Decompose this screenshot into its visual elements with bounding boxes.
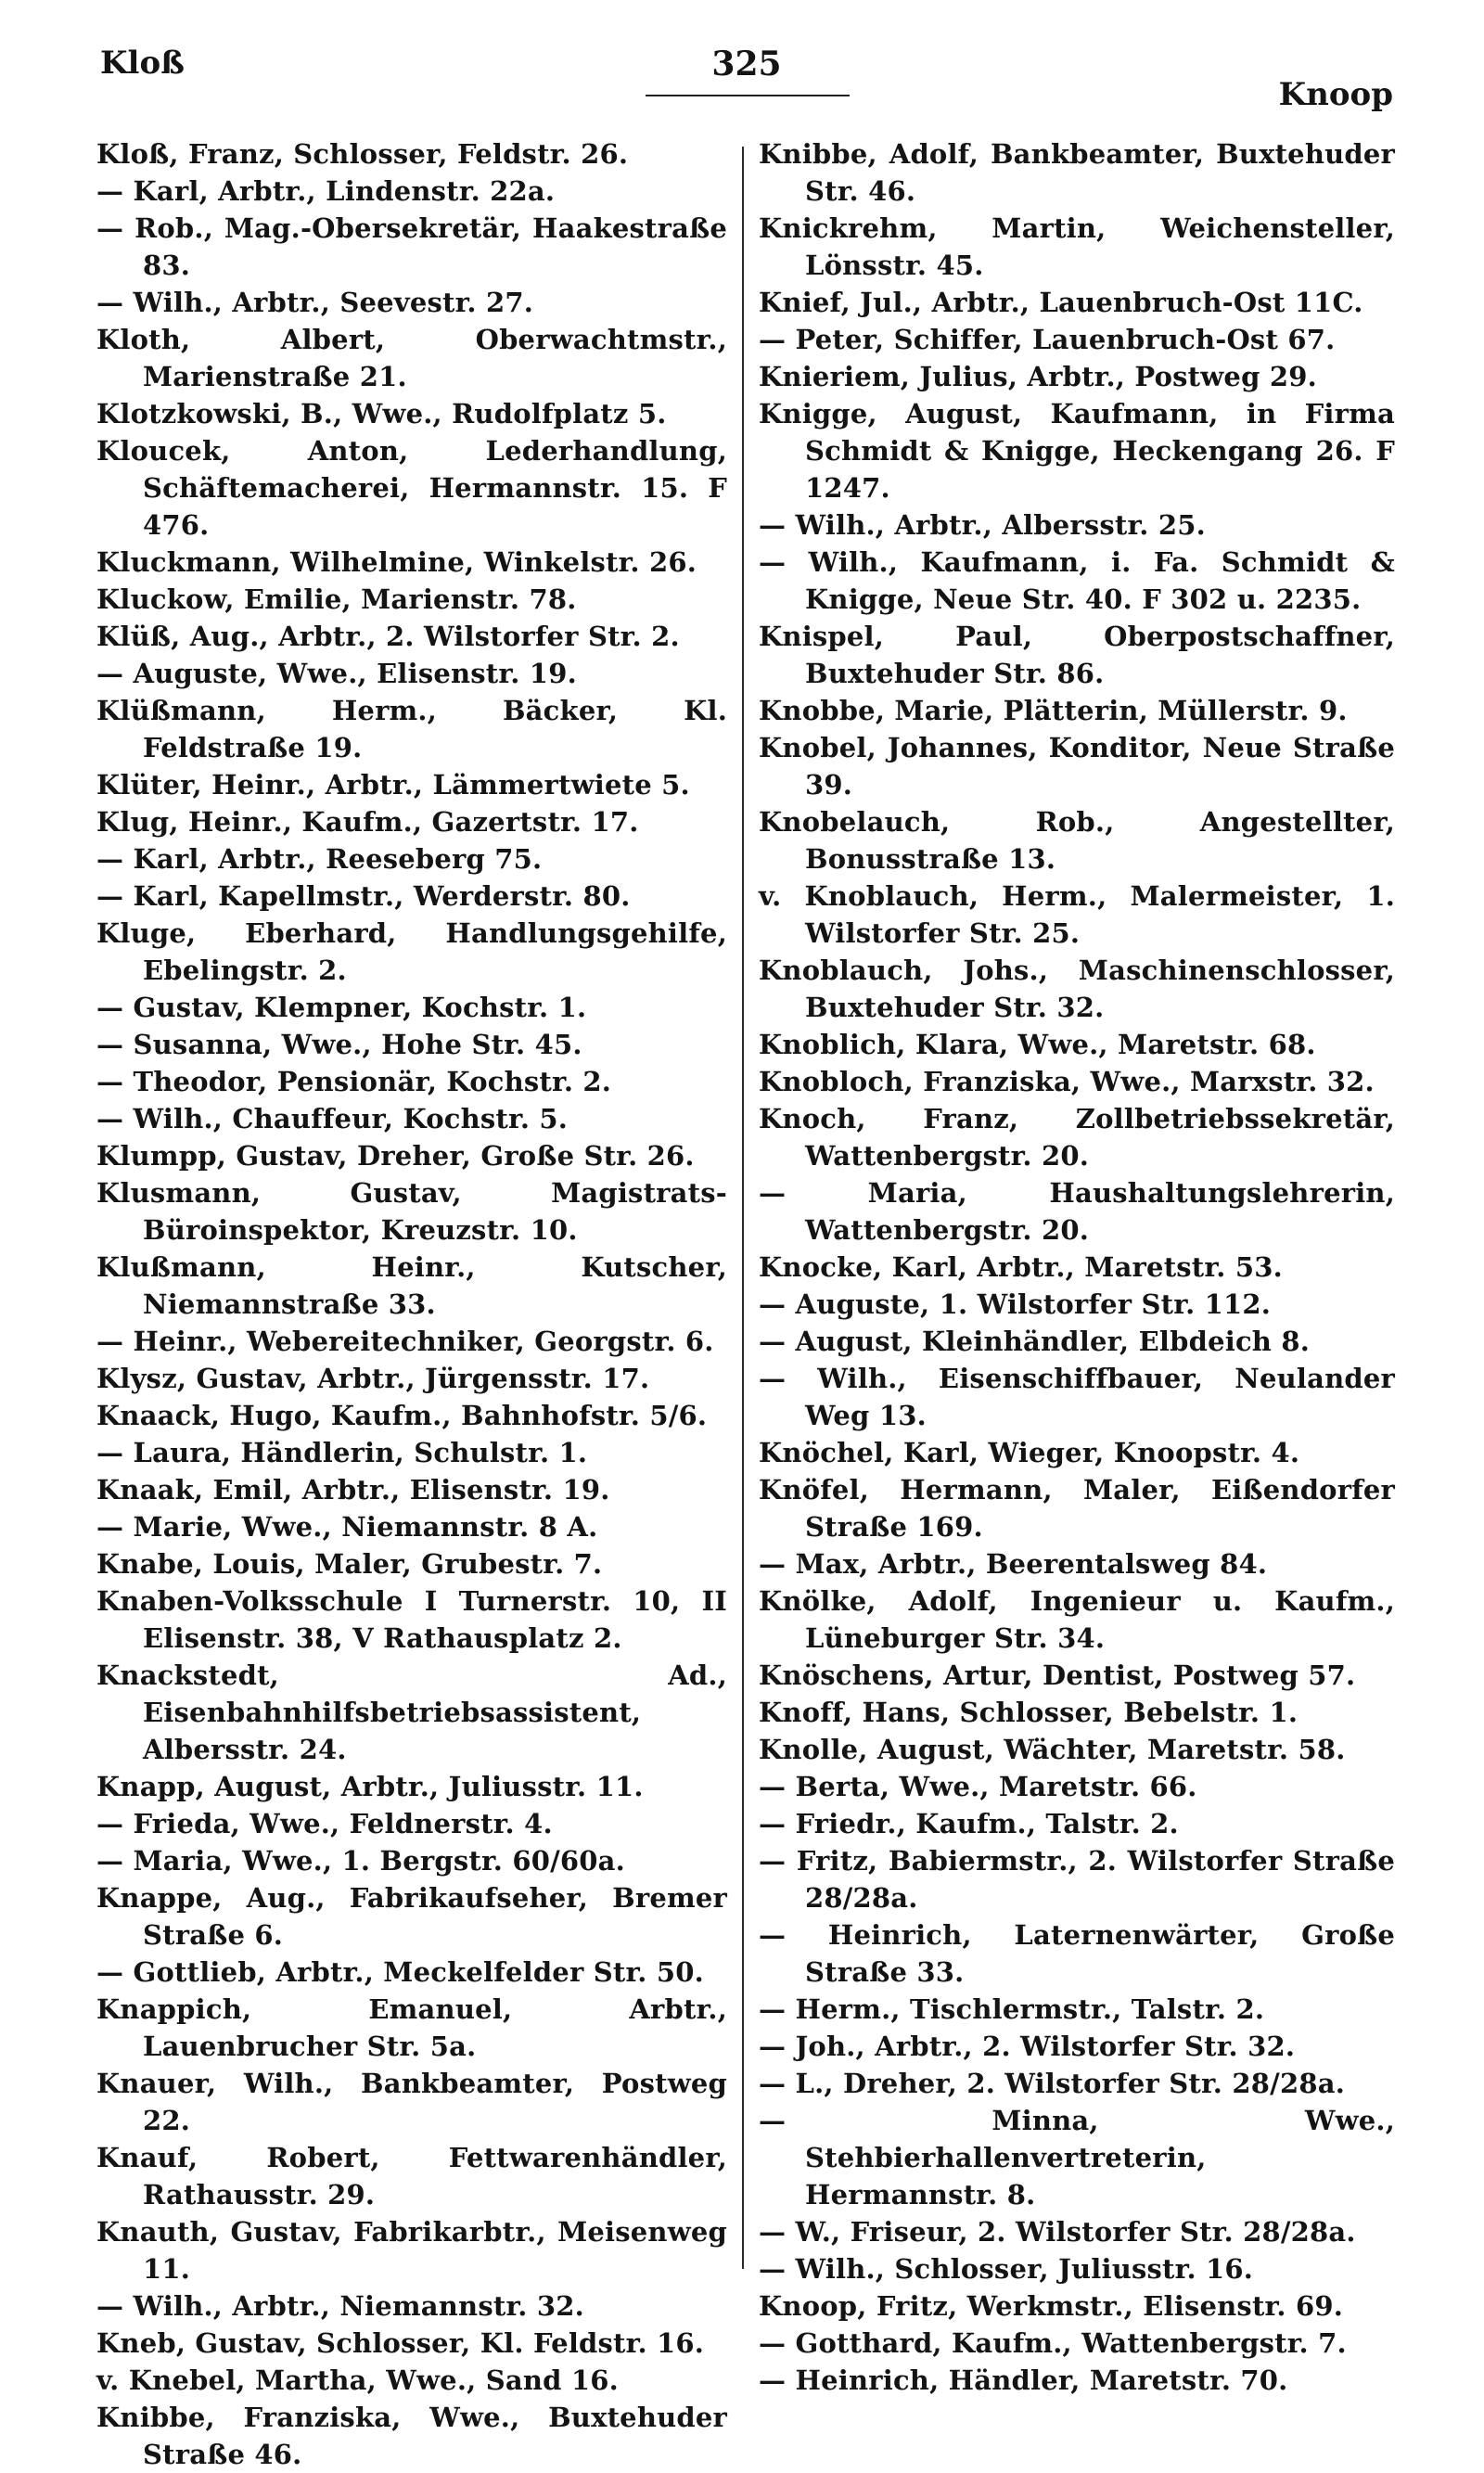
directory-entry: — Susanna, Wwe., Hohe Str. 45. xyxy=(96,1029,582,1060)
directory-entry: — Gustav, Klempner, Kochstr. 1. xyxy=(96,992,587,1023)
directory-entry: Knobloch, Franziska, Wwe., Marxstr. 32. xyxy=(759,1066,1375,1097)
directory-entry: — Max, Arbtr., Beerentalsweg 84. xyxy=(759,1548,1268,1580)
directory-entry: — Herm., Tischlermstr., Talstr. 2. xyxy=(759,1993,1265,2025)
directory-entry: — Theodor, Pensionär, Kochstr. 2. xyxy=(96,1066,612,1097)
directory-entry: — Wilh., Kaufmann, i. Fa. Schmidt & Knigge, Neue Str. 40. F 302 u. 2235. xyxy=(759,546,1395,615)
directory-entry: Knibbe, Adolf, Bankbeamter, Buxtehuder Str. 46. xyxy=(759,138,1395,207)
directory-entry: Knobbe, Marie, Plätterin, Müllerstr. 9. xyxy=(759,695,1348,726)
directory-entry: Klotzkowski, B., Wwe., Rudolfplatz 5. xyxy=(96,398,667,429)
directory-entry: — Friedr., Kaufm., Talstr. 2. xyxy=(759,1808,1179,1839)
directory-entry: — Karl, Arbtr., Reeseberg 75. xyxy=(96,843,543,875)
directory-entry: Kluge, Eberhard, Handlungsgehilfe, Ebelingstr. 2. xyxy=(96,917,727,986)
directory-entry: Knappe, Aug., Fabrikaufseher, Bremer Straße 6. xyxy=(96,1882,727,1951)
directory-entry: — August, Kleinhändler, Elbdeich 8. xyxy=(759,1326,1311,1357)
directory-entry: Knapp, August, Arbtr., Juliusstr. 11. xyxy=(96,1771,644,1802)
directory-entry: — Rob., Mag.-Obersekretär, Haakestraße 83. xyxy=(96,212,727,281)
directory-entry: v. Knoblauch, Herm., Malermeister, 1. Wilstorfer Str. 25. xyxy=(759,880,1395,949)
directory-entry: Knoff, Hans, Schlosser, Bebelstr. 1. xyxy=(759,1697,1298,1728)
directory-entry: Klußmann, Heinr., Kutscher, Niemannstraße 33. xyxy=(96,1251,727,1320)
directory-entry: Knoblich, Klara, Wwe., Maretstr. 68. xyxy=(759,1029,1316,1060)
directory-entry: Knauf, Robert, Fettwarenhändler, Rathausstr. 29. xyxy=(96,2142,727,2210)
directory-entry: Kloucek, Anton, Lederhandlung, Schäftemacherei, Hermannstr. 15. F 476. xyxy=(96,435,727,541)
directory-entry: — Maria, Haushaltungslehrerin, Wattenbergstr. 20. xyxy=(759,1177,1395,1246)
directory-entry: Knaak, Emil, Arbtr., Elisenstr. 19. xyxy=(96,1474,610,1506)
directory-entry: Klumpp, Gustav, Dreher, Große Str. 26. xyxy=(96,1140,695,1172)
directory-entry: — Karl, Arbtr., Lindenstr. 22a. xyxy=(96,175,556,207)
directory-entry: — Peter, Schiffer, Lauenbruch-Ost 67. xyxy=(759,324,1336,355)
column-divider xyxy=(742,147,744,2269)
directory-entry: Kneb, Gustav, Schlosser, Kl. Feldstr. 16. xyxy=(96,2327,705,2359)
directory-entry: Klüßmann, Herm., Bäcker, Kl. Feldstraße 19. xyxy=(96,695,727,763)
directory-entry: — Heinrich, Laternenwärter, Große Straße 33. xyxy=(759,1919,1395,1988)
directory-entry: — Frieda, Wwe., Feldnerstr. 4. xyxy=(96,1808,553,1839)
directory-entry: Knappich, Emanuel, Arbtr., Lauenbrucher Str. 5a. xyxy=(96,1993,727,2062)
directory-entry: — Heinrich, Händler, Maretstr. 70. xyxy=(759,2364,1288,2396)
directory-entry: — L., Dreher, 2. Wilstorfer Str. 28/28a. xyxy=(759,2068,1345,2099)
left-column xyxy=(96,135,727,2470)
directory-entry: Klusmann, Gustav, Magistrats-Büroinspektor, Kreuzstr. 10. xyxy=(96,1177,727,1246)
running-header xyxy=(100,45,1393,113)
directory-entry: Knieriem, Julius, Arbtr., Postweg 29. xyxy=(759,361,1317,392)
directory-entry: — Auguste, 1. Wilstorfer Str. 112. xyxy=(759,1288,1272,1320)
directory-entry: Knauth, Gustav, Fabrikarbtr., Meisenweg 11. xyxy=(96,2216,727,2285)
page-number: 325 xyxy=(711,45,782,83)
directory-entry: — Wilh., Chauffeur, Kochstr. 5. xyxy=(96,1103,569,1134)
directory-entry: Knobelauch, Rob., Angestellter, Bonusstraße 13. xyxy=(759,806,1395,875)
directory-entry: Knief, Jul., Arbtr., Lauenbruch-Ost 11C. xyxy=(759,287,1363,318)
directory-entry: Klüß, Aug., Arbtr., 2. Wilstorfer Str. 2. xyxy=(96,621,680,652)
directory-entry: — Maria, Wwe., 1. Bergstr. 60/60a. xyxy=(96,1845,625,1877)
directory-entry: Knöschens, Artur, Dentist, Postweg 57. xyxy=(759,1659,1356,1691)
directory-entry: Knackstedt, Ad., Eisenbahnhilfsbetriebsassistent, Albersstr. 24. xyxy=(96,1659,727,1765)
directory-entry: Kluckmann, Wilhelmine, Winkelstr. 26. xyxy=(96,546,697,578)
directory-entry: v. Knebel, Martha, Wwe., Sand 16. xyxy=(96,2364,619,2396)
directory-entry: Knöchel, Karl, Wieger, Knoopstr. 4. xyxy=(759,1437,1300,1468)
header-last-name: Knoop xyxy=(1278,76,1393,113)
directory-entry: — Wilh., Schlosser, Juliusstr. 16. xyxy=(759,2253,1254,2285)
directory-entry: — W., Friseur, 2. Wilstorfer Str. 28/28a. xyxy=(759,2216,1356,2248)
directory-entry: Knabe, Louis, Maler, Grubestr. 7. xyxy=(96,1548,603,1580)
directory-entry: Klysz, Gustav, Arbtr., Jürgensstr. 17. xyxy=(96,1363,650,1394)
directory-entry: Knibbe, Franziska, Wwe., Buxtehuder Straße 46. xyxy=(96,2402,727,2470)
directory-entry: — Wilh., Arbtr., Seevestr. 27. xyxy=(96,287,534,318)
directory-entry: — Wilh., Arbtr., Niemannstr. 32. xyxy=(96,2290,584,2322)
directory-entry: Kluckow, Emilie, Marienstr. 78. xyxy=(96,583,577,615)
directory-entry: — Laura, Händlerin, Schulstr. 1. xyxy=(96,1437,588,1468)
directory-entry: Knöfel, Hermann, Maler, Eißendorfer Straße 169. xyxy=(759,1474,1395,1543)
directory-entry: — Berta, Wwe., Maretstr. 66. xyxy=(759,1771,1197,1802)
directory-entry: — Wilh., Eisenschiffbauer, Neulander Weg 13. xyxy=(759,1363,1395,1431)
directory-entry: Knoch, Franz, Zollbetriebssekretär, Wattenbergstr. 20. xyxy=(759,1103,1395,1172)
directory-entry: Knickrehm, Martin, Weichensteller, Lönsstr. 45. xyxy=(759,212,1395,281)
directory-entry: Knispel, Paul, Oberpostschaffner, Buxtehuder Str. 86. xyxy=(759,621,1395,689)
directory-entry: — Joh., Arbtr., 2. Wilstorfer Str. 32. xyxy=(759,2031,1296,2062)
directory-entry: — Gottlieb, Arbtr., Meckelfelder Str. 50. xyxy=(96,1956,704,1988)
right-column xyxy=(759,135,1395,2396)
directory-entry: Kloth, Albert, Oberwachtmstr., Marienstraße 21. xyxy=(96,324,727,392)
directory-entry: Knobel, Johannes, Konditor, Neue Straße 39. xyxy=(759,732,1395,801)
directory-entry: Knolle, August, Wächter, Maretstr. 58. xyxy=(759,1734,1346,1765)
directory-entry: Kloß, Franz, Schlosser, Feldstr. 26. xyxy=(96,138,629,170)
directory-entry: Knigge, August, Kaufmann, in Firma Schmidt & Knigge, Heckengang 26. F 1247. xyxy=(759,398,1395,504)
entry-columns xyxy=(96,135,1395,2470)
directory-entry: — Heinr., Webereitechniker, Georgstr. 6. xyxy=(96,1326,714,1357)
directory-entry: Knauer, Wilh., Bankbeamter, Postweg 22. xyxy=(96,2068,727,2136)
directory-entry: Knölke, Adolf, Ingenieur u. Kaufm., Lüneburger Str. 34. xyxy=(759,1585,1395,1654)
directory-entry: Knaack, Hugo, Kaufm., Bahnhofstr. 5/6. xyxy=(96,1400,708,1431)
directory-entry: — Wilh., Arbtr., Albersstr. 25. xyxy=(759,509,1206,541)
directory-entry: Knaben-Volksschule I Turnerstr. 10, II Elisenstr. 38, V Rathausplatz 2. xyxy=(96,1585,727,1654)
directory-entry: — Karl, Kapellmstr., Werderstr. 80. xyxy=(96,880,631,912)
directory-entry: Knocke, Karl, Arbtr., Maretstr. 53. xyxy=(759,1251,1283,1283)
header-first-name: Kloß xyxy=(100,45,185,82)
directory-entry: — Gotthard, Kaufm., Wattenbergstr. 7. xyxy=(759,2327,1347,2359)
directory-entry: — Fritz, Babiermstr., 2. Wilstorfer Straße 28/28a. xyxy=(759,1845,1395,1914)
directory-entry: — Marie, Wwe., Niemannstr. 8 A. xyxy=(96,1511,598,1543)
directory-entry: — Minna, Wwe., Stehbierhallenvertreterin, Hermannstr. 8. xyxy=(759,2105,1395,2210)
directory-entry: — Auguste, Wwe., Elisenstr. 19. xyxy=(96,658,577,689)
directory-entry: Klüter, Heinr., Arbtr., Lämmertwiete 5. xyxy=(96,769,690,801)
directory-entry: Klug, Heinr., Kaufm., Gazertstr. 17. xyxy=(96,806,639,838)
directory-entry: Knoblauch, Johs., Maschinenschlosser, Buxtehuder Str. 32. xyxy=(759,955,1395,1023)
directory-entry: Knoop, Fritz, Werkmstr., Elisenstr. 69. xyxy=(759,2290,1343,2322)
header-rule xyxy=(646,95,850,96)
